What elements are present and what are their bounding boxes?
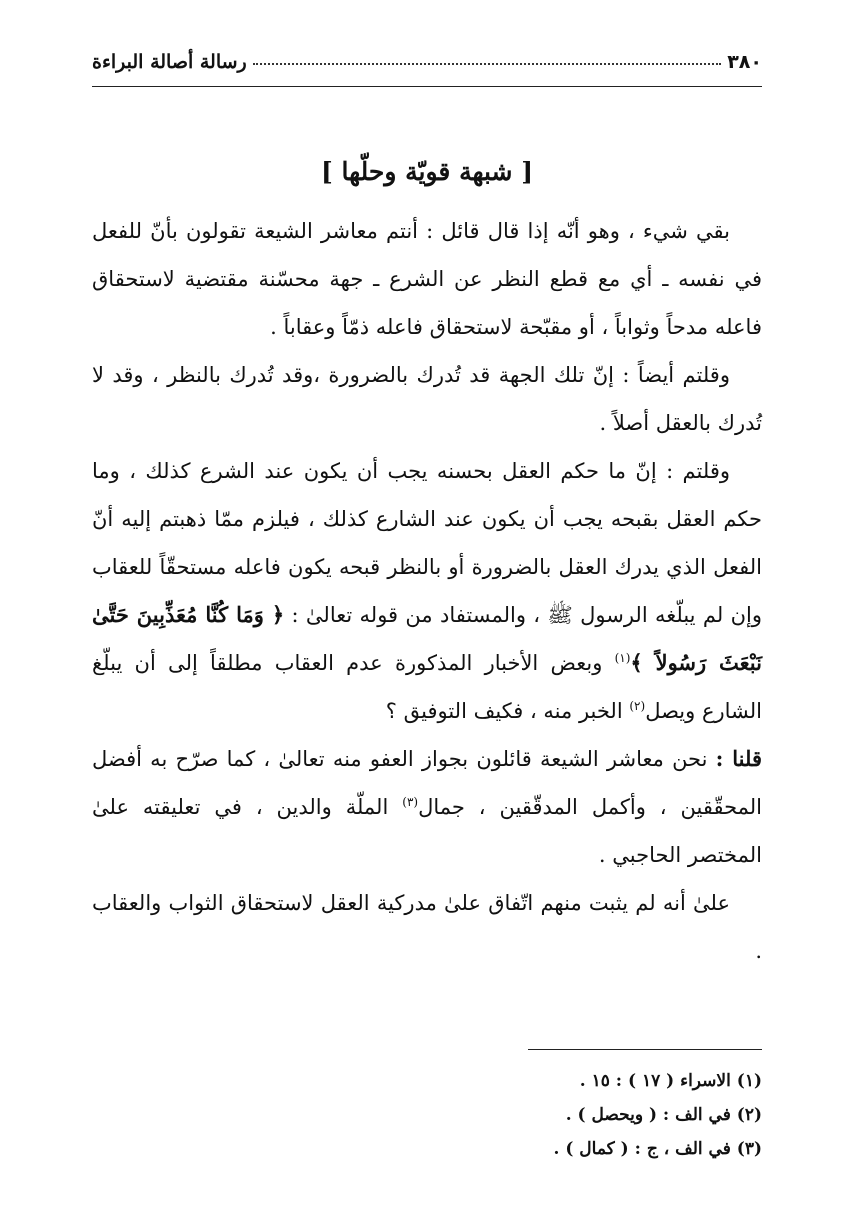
paragraph-4 <box>92 735 762 879</box>
footnote-ref-1: (١) <box>614 651 631 665</box>
main-text <box>92 207 762 975</box>
footnote-3: (٣) في الف ، ج : ( كمال ) . <box>553 1139 762 1159</box>
header-rule <box>92 86 762 87</box>
page-number: ٣٨٠ <box>727 51 762 73</box>
paragraph-4-lead: قلنا : <box>715 746 762 771</box>
footnote-rule <box>528 1049 762 1050</box>
running-title: رسالة أصالة البراءة <box>92 51 247 73</box>
paragraph-3-text-a: وقلتم : إنّ ما حكم العقل بحسنه يجب أن يكون عند الشرع كذلك ، وما حكم العقل بقبحه يجب أن يكون عند الشارع كذلك ، فيلزم ممّا ذهبتم إليه أنّ الفعل الذي يدرك العقل بالضرورة أو بالنظر قبحه يكون فاعله مستحقّاً للعقاب وإن لم يبلّغه الرسول ﷺ ، والمستفاد من قوله تعالىٰ : <box>92 459 762 627</box>
paragraph-4-text-a: نحن معاشر الشيعة قائلون بجواز العفو منه تعالىٰ ، كما صرّح به أفضل المحقّقين ، وأكمل المدقّقين ، جمال <box>92 747 762 819</box>
footnote-ref-2: (٢) <box>629 699 646 713</box>
footnote-2: (٢) في الف : ( ويحصل ) . <box>565 1105 762 1125</box>
footnote-ref-3: (٣) <box>402 795 419 809</box>
leader-dots <box>253 51 721 65</box>
paragraph-3-text-c: الخبر منه ، فكيف التوفيق ؟ <box>385 699 623 723</box>
paragraph-4-text-b: الملّة والدين ، في تعليقته علىٰ المختصر الحاجبي . <box>92 795 762 867</box>
footnote-1: (١) الاسراء ( ١٧ ) : ١٥ . <box>579 1071 762 1091</box>
paragraph-5: علىٰ أنه لم يثبت منهم اتّفاق علىٰ مدركية العقل لاستحقاق الثواب والعقاب . <box>92 891 762 963</box>
paragraph-3 <box>92 447 762 735</box>
paragraph-1: بقي شيء ، وهو أنّه إذا قال قائل : أنتم معاشر الشيعة تقولون بأنّ للفعل في نفسه ـ أي مع قطع النظر عن الشرع ـ جهة محسّنة مقتضية لاستحقاق فاعله مدحاً وثواباً ، أو مقبّحة لاستحقاق فاعله ذمّاً وعقاباً . <box>92 219 762 339</box>
paragraph-2: وقلتم أيضاً : إنّ تلك الجهة قد تُدرك بالضرورة ،وقد تُدرك بالنظر ، وقد لا تُدرك بالعقل أصلاً . <box>92 363 762 435</box>
running-header <box>92 44 762 80</box>
quran-verse: ﴿ وَمَا كُنَّا مُعَذِّبِينَ حَتَّىٰ نَبْعَثَ رَسُولاً ﴾ <box>92 602 762 675</box>
paragraph-3-text-b: وبعض الأخبار المذكورة عدم العقاب مطلقاً إلى أن يبلّغ الشارع ويصل <box>92 651 762 723</box>
section-title: [ شبهة قويّة وحلّها ] <box>320 157 534 186</box>
footnotes <box>92 1064 762 1166</box>
